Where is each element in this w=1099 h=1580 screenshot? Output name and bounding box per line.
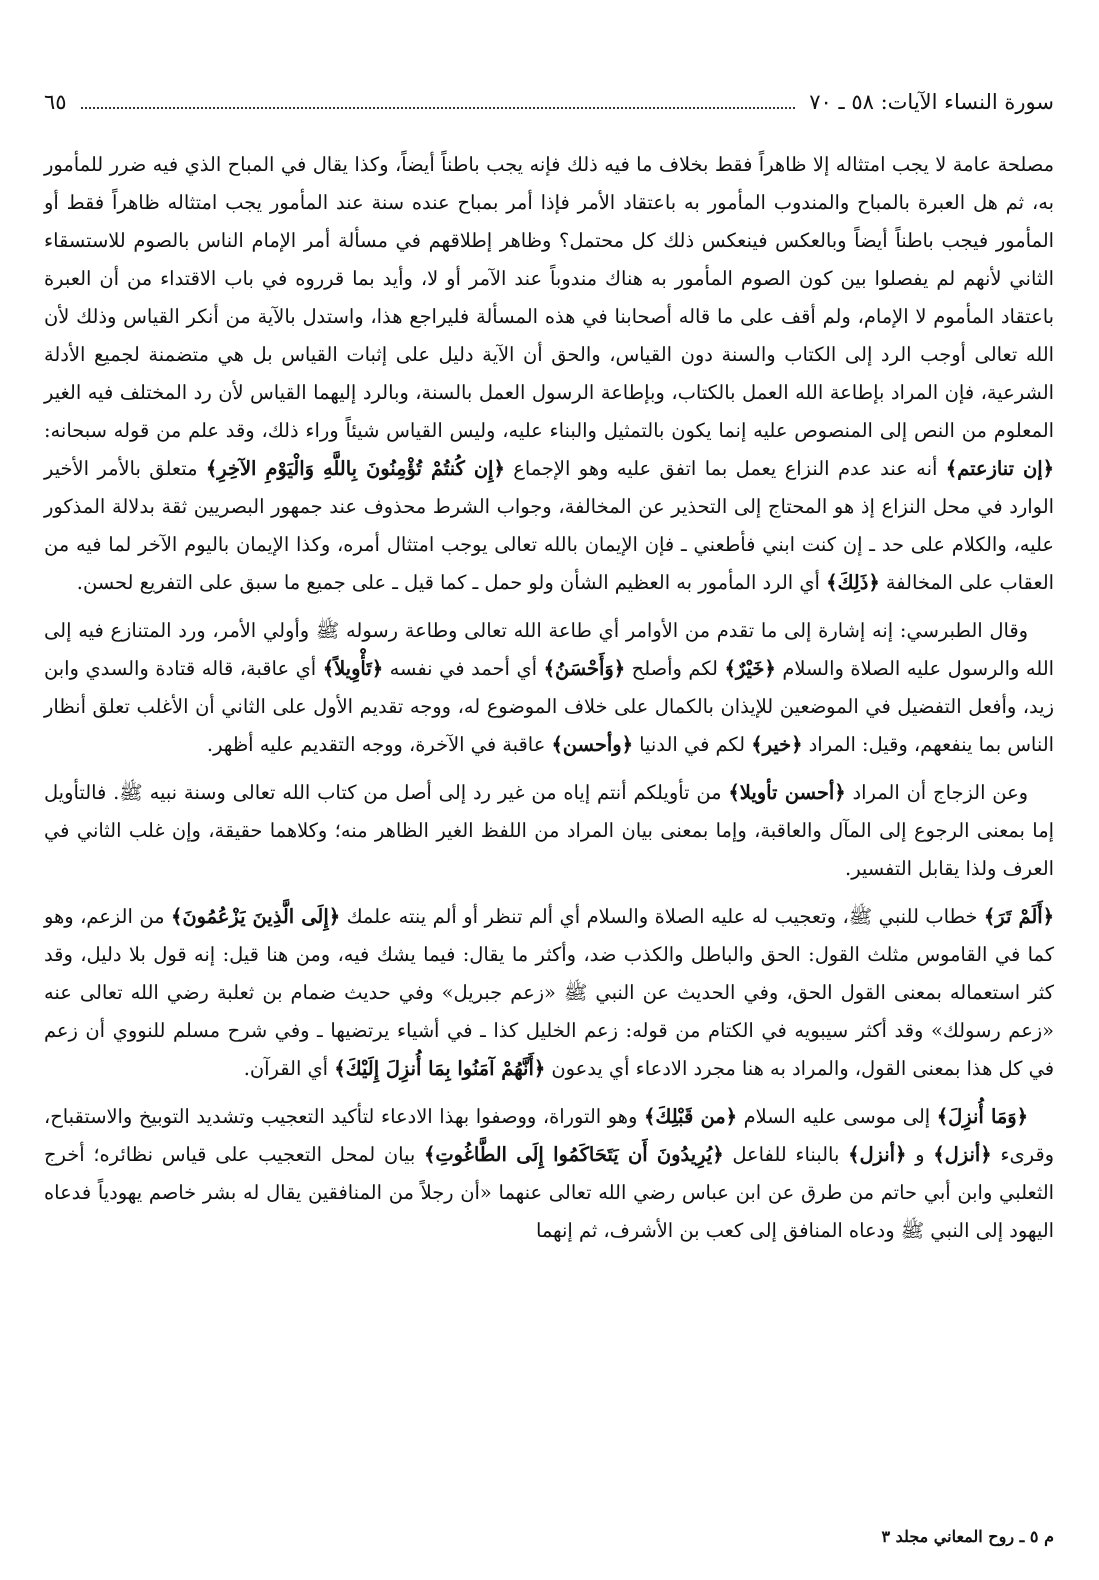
- text-run: مصلحة عامة لا يجب امتثاله إلا ظاهراً فقط بخلاف ما فيه ذلك فإنه يجب باطناً أيضاً، وكذا يقال في المباح الذي فيه ضرر للمأمور به، ثم هل العبرة بالمباح والمندوب المأمور به باعتقاد الأمر فإذا أمر بمباح عنده سنة عند المأمور يجب امتثاله ظاهراً فقط أو المأمور فيجب باطناً أيضاً وبالعكس فينعكس ذلك كل محتمل؟ وظاهر إطلاقهم في مسألة أمر الإمام الناس بالصوم للاستسقاء الثاني لأنهم لم يفصلوا بين كون الصوم المأمور به هناك مندوباً عند الآمر أو لا، وأيد بما قرروه في باب الاقتداء من أن العبرة باعتقاد المأموم لا الإمام، ولم أقف على ما قاله أصحابنا في هذه المسألة فليراجع هذا، واستدل بالآية من أنكر القياس وذلك لأن الله تعالى أوجب الرد إلى الكتاب والسنة دون القياس، والحق أن الآية دليل على إثبات القياس بل هي متضمنة لجميع الأدلة الشرعية، فإن المراد بإطاعة الله العمل بالكتاب، وبإطاعة الرسول العمل بالسنة، وبالرد إليهما القياس لأن رد المختلف فيه الغير المعلوم من النص إلى المنصوص عليه إنما يكون بالتمثيل والبناء عليه، وليس القياس شيئاً وراء ذلك، وقد علم من قوله سبحانه:: [44, 153, 1054, 442]
- quran-quote: ﴿وَأَحْسَنُ﴾: [543, 657, 626, 680]
- text-run: أي عاقبة، قاله قتادة والسدي وابن زيد، وأفعل التفضيل في الموضعين للإيذان بالكمال على خلاف الموضوع له، ووجه تقديم الأول على الثاني أن الأغلب تعلق أنظار الناس بما ينفعهم، وقيل: المراد: [44, 657, 1054, 756]
- quran-quote: ﴿أنزل﴾: [933, 1143, 992, 1166]
- quran-quote: ﴿إِلَى الَّذِينَ يَزْعُمُونَ﴾: [170, 905, 341, 928]
- paragraph: [44, 774, 1054, 888]
- text-run: إلى موسى عليه السلام: [736, 1105, 937, 1128]
- text-run: و: [906, 1143, 934, 1166]
- quran-quote: ﴿أَنَّهُمْ آمَنُوا بِمَا أُنزِلَ إِلَيْكَ﴾: [334, 1057, 546, 1080]
- text-run: عاقبة في الآخرة، ووجه التقديم عليه أظهر.: [206, 733, 552, 756]
- signature-mark: م ٥ ـ روح المعاني مجلد ٣: [881, 1527, 1054, 1546]
- text-run: أي الرد المأمور به العظيم الشأن ولو حمل ـ كما قيل ـ على جميع ما سبق على التفريع لحسن.: [76, 571, 827, 594]
- paragraph: [44, 898, 1054, 1088]
- text-run: متعلق بالأمر الأخير الوارد في محل النزاع إذ هو المحتاج إلى التحذير عن المخالفة، وجواب الشرط محذوف عند جمهور البصريين ثقة بدلالة المذكور عليه، والكلام على حد ـ إن كنت ابني فأطعني ـ فإن الإيمان بالله تعالى يوجب امتثال أمره، وكذا الإيمان باليوم الآخر لما فيه من العقاب على المخالفة: [44, 457, 1054, 594]
- text-run: أي القرآن.: [243, 1057, 335, 1080]
- quran-quote: ﴿تَأْوِيلاً﴾: [322, 657, 384, 680]
- paragraph: [44, 1098, 1054, 1250]
- quran-quote: ﴿من قَبْلِكَ﴾: [644, 1105, 737, 1128]
- page-number: ٦٥: [44, 90, 67, 114]
- paragraph: [44, 146, 1054, 602]
- text-run: بالبناء للفاعل: [723, 1143, 849, 1166]
- text-run: من تأويلكم أنتم إياه من غير رد إلى أصل من كتاب الله تعالى وسنة نبيه ﷺ. فالتأويل إما بمعنى الرجوع إلى المآل والعاقبة، وإما بمعنى بيان المراد من اللفظ الغير الظاهر منه؛ وكلاهما حقيقة، وإن غلب الثاني في العرف ولذا يقابل التفسير.: [44, 781, 1054, 880]
- quran-quote: ﴿خَيْرٌ﴾: [724, 657, 776, 680]
- quran-quote: ﴿ذَلِكَ﴾: [826, 571, 880, 594]
- header-dot-leader: [81, 107, 796, 109]
- commentary-body: [44, 146, 1054, 1260]
- text-run: وهو التوراة، ووصفوا بهذا الادعاء لتأكيد التعجيب وتشديد التوبيخ والاستقباح، وقرىء: [44, 1105, 1054, 1166]
- quran-quote: ﴿يُرِيدُونَ أَن يَتَحَاكَمُوا إِلَى الطَّاغُوتِ﴾: [424, 1143, 724, 1166]
- text-run: وعن الزجاج أن المراد: [845, 781, 1028, 804]
- text-run: أي أحمد في نفسه: [383, 657, 544, 680]
- quran-quote: ﴿أحسن تأويلا﴾: [728, 781, 846, 804]
- quran-quote: ﴿وأحسن﴾: [551, 733, 633, 756]
- text-run: بيان لمحل التعجيب على قياس نظائره؛ أخرج الثعلبي وابن أبي حاتم من طرق عن ابن عباس رضي الله تعالى عنهما «أن رجلاً من المنافقين يقال له بشر خاصم يهودياً فدعاه اليهود إلى النبي ﷺ ودعاه المنافق إلى كعب بن الأشرف، ثم إنهما: [44, 1143, 1054, 1242]
- quran-quote: ﴿إن تنازعتم﴾: [945, 457, 1055, 480]
- quran-quote: ﴿وَمَا أُنزِلَ﴾: [936, 1105, 1028, 1128]
- quran-quote: ﴿إِن كُنتُمْ تُؤْمِنُونَ بِاللَّهِ وَالْيَوْمِ الآخِرِ﴾: [205, 457, 505, 480]
- text-run: أنه عند عدم النزاع يعمل بما اتفق عليه وهو الإجماع: [504, 457, 946, 480]
- book-page: [44, 0, 1054, 1580]
- quran-quote: ﴿أَلَمْ تَرَ﴾: [983, 905, 1055, 928]
- text-run: لكم في الدنيا: [632, 733, 752, 756]
- surah-title: سورة النساء الآيات: ٥٨ ـ ٧٠: [809, 90, 1054, 114]
- text-run: لكم وأصلح: [625, 657, 725, 680]
- paragraph: [44, 612, 1054, 764]
- quran-quote: ﴿خير﴾: [751, 733, 803, 756]
- text-run: وقال الطبرسي: إنه إشارة إلى ما تقدم من الأوامر أي طاعة الله تعالى وطاعة رسوله ﷺ وأولي الأمر، ورد المتنازع فيه إلى الله والرسول عليه الصلاة والسلام: [44, 619, 1054, 680]
- quran-quote: ﴿أنزل﴾: [848, 1143, 907, 1166]
- text-run: من الزعم، وهو كما في القاموس مثلث القول: الحق والباطل والكذب ضد، وأكثر ما يقال: فيما يشك فيه، ومن هنا قيل: إنه قول بلا دليل، وقد كثر استعماله بمعنى القول الحق، وفي الحديث عن النبي ﷺ «زعم جبريل» وفي حديث ضمام بن ثعلبة رضي الله تعالى عنه «زعم رسولك» وقد أكثر سيبويه في الكتام من قوله: زعم الخليل كذا ـ في أشياء يرتضيها ـ وفي شرح مسلم للنووي أن زعم في كل هذا بمعنى القول، والمراد به هنا مجرد الادعاء أي يدعون: [44, 905, 1054, 1080]
- text-run: خطاب للنبي ﷺ، وتعجيب له عليه الصلاة والسلام أي ألم تنظر أو ألم ينته علمك: [340, 905, 984, 928]
- running-header: [44, 82, 1054, 122]
